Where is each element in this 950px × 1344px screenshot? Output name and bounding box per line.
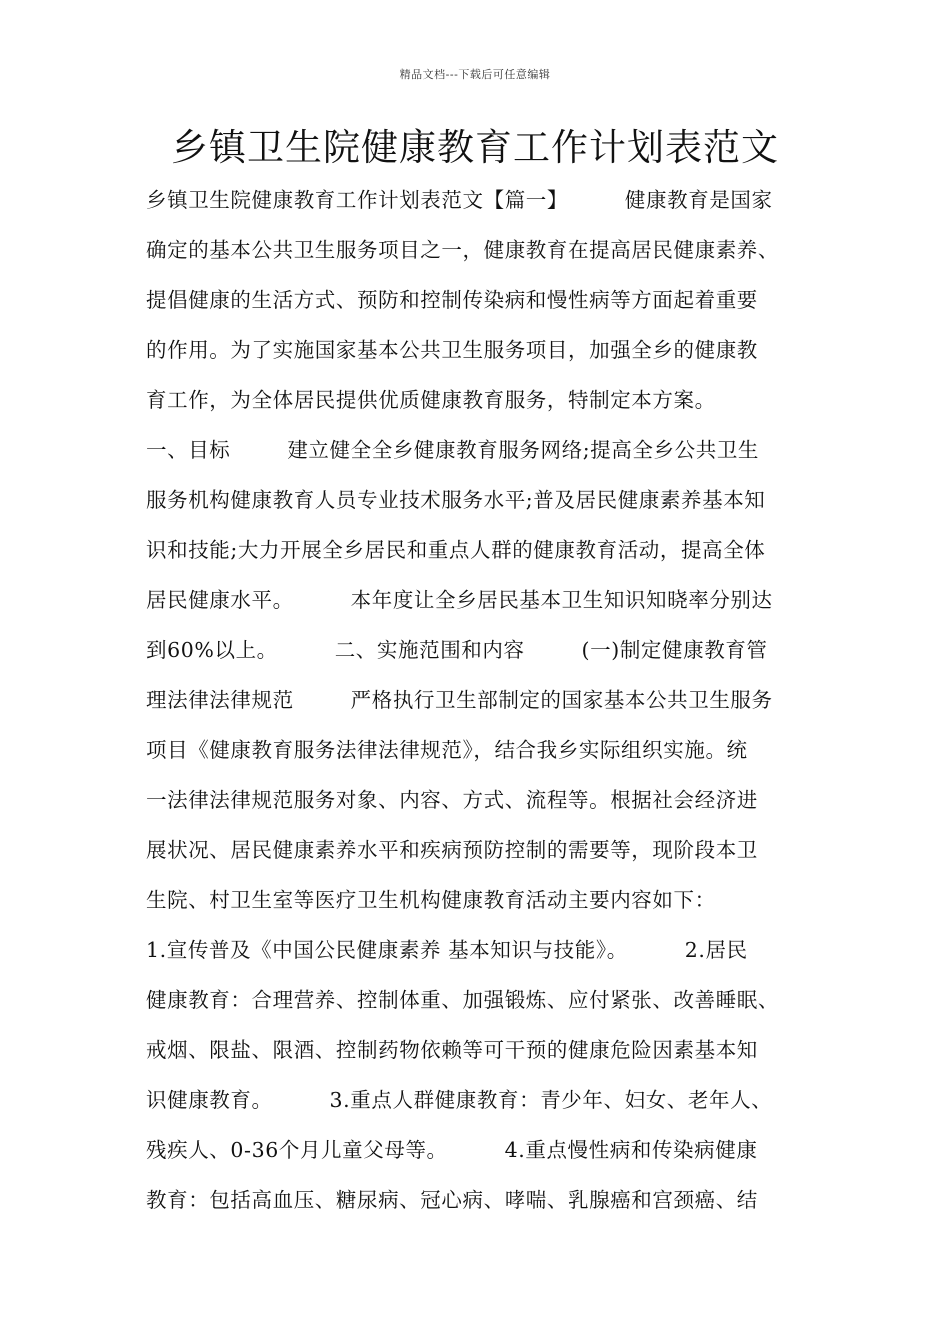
- body-line: 理法律法律规范 严格执行卫生部制定的国家基本公共卫生服务: [146, 688, 773, 712]
- body-line: 到60%以上。 二、实施范围和内容 (一)制定健康教育管: [146, 638, 768, 662]
- body-line: 教育：包括高血压、糖尿病、冠心病、哮喘、乳腺癌和宫颈癌、结: [146, 1188, 758, 1212]
- document-header-note: 精品文档---下载后可任意编辑: [399, 68, 551, 81]
- body-line: 识和技能;大力开展全乡居民和重点人群的健康教育活动，提高全体: [146, 538, 766, 562]
- body-line: 提倡健康的生活方式、预防和控制传染病和慢性病等方面起着重要: [146, 288, 758, 312]
- document-body: [146, 178, 826, 1228]
- body-line: 展状况、居民健康素养水平和疾病预防控制的需要等，现阶段本卫: [146, 838, 758, 862]
- body-line: 育工作，为全体居民提供优质健康教育服务，特制定本方案。: [146, 388, 716, 412]
- body-line: 1.宣传普及《中国公民健康素养 基本知识与技能》。 2.居民: [146, 938, 748, 962]
- body-line: 项目《健康教育服务法律法律规范》，结合我乡实际组织实施。统: [146, 738, 748, 762]
- body-line: 的作用。为了实施国家基本公共卫生服务项目，加强全乡的健康教: [146, 338, 758, 362]
- body-line: 残疾人、0-36个月儿童父母等。 4.重点慢性病和传染病健康: [146, 1138, 758, 1162]
- body-line: 服务机构健康教育人员专业技术服务水平;普及居民健康素养基本知: [146, 488, 766, 512]
- body-line: 确定的基本公共卫生服务项目之一，健康教育在提高居民健康素养、: [146, 238, 779, 262]
- body-line: 一法律法律规范服务对象、内容、方式、流程等。根据社会经济进: [146, 788, 758, 812]
- body-line: 乡镇卫生院健康教育工作计划表范文【篇一】 健康教育是国家: [146, 188, 773, 212]
- body-line: 识健康教育。 3.重点人群健康教育：青少年、妇女、老年人、: [146, 1088, 773, 1112]
- body-line: 生院、村卫生室等医疗卫生机构健康教育活动主要内容如下：: [146, 888, 716, 912]
- body-line: 居民健康水平。 本年度让全乡居民基本卫生知识知晓率分别达: [146, 588, 773, 612]
- body-line: 健康教育：合理营养、控制体重、加强锻炼、应付紧张、改善睡眠、: [146, 988, 779, 1012]
- body-line: 戒烟、限盐、限酒、控制药物依赖等可干预的健康危险因素基本知: [146, 1038, 758, 1062]
- body-line: 一、目标 建立健全全乡健康教育服务网络;提高全乡公共卫生: [146, 438, 760, 462]
- document-title: 乡镇卫生院健康教育工作计划表范文: [171, 126, 779, 169]
